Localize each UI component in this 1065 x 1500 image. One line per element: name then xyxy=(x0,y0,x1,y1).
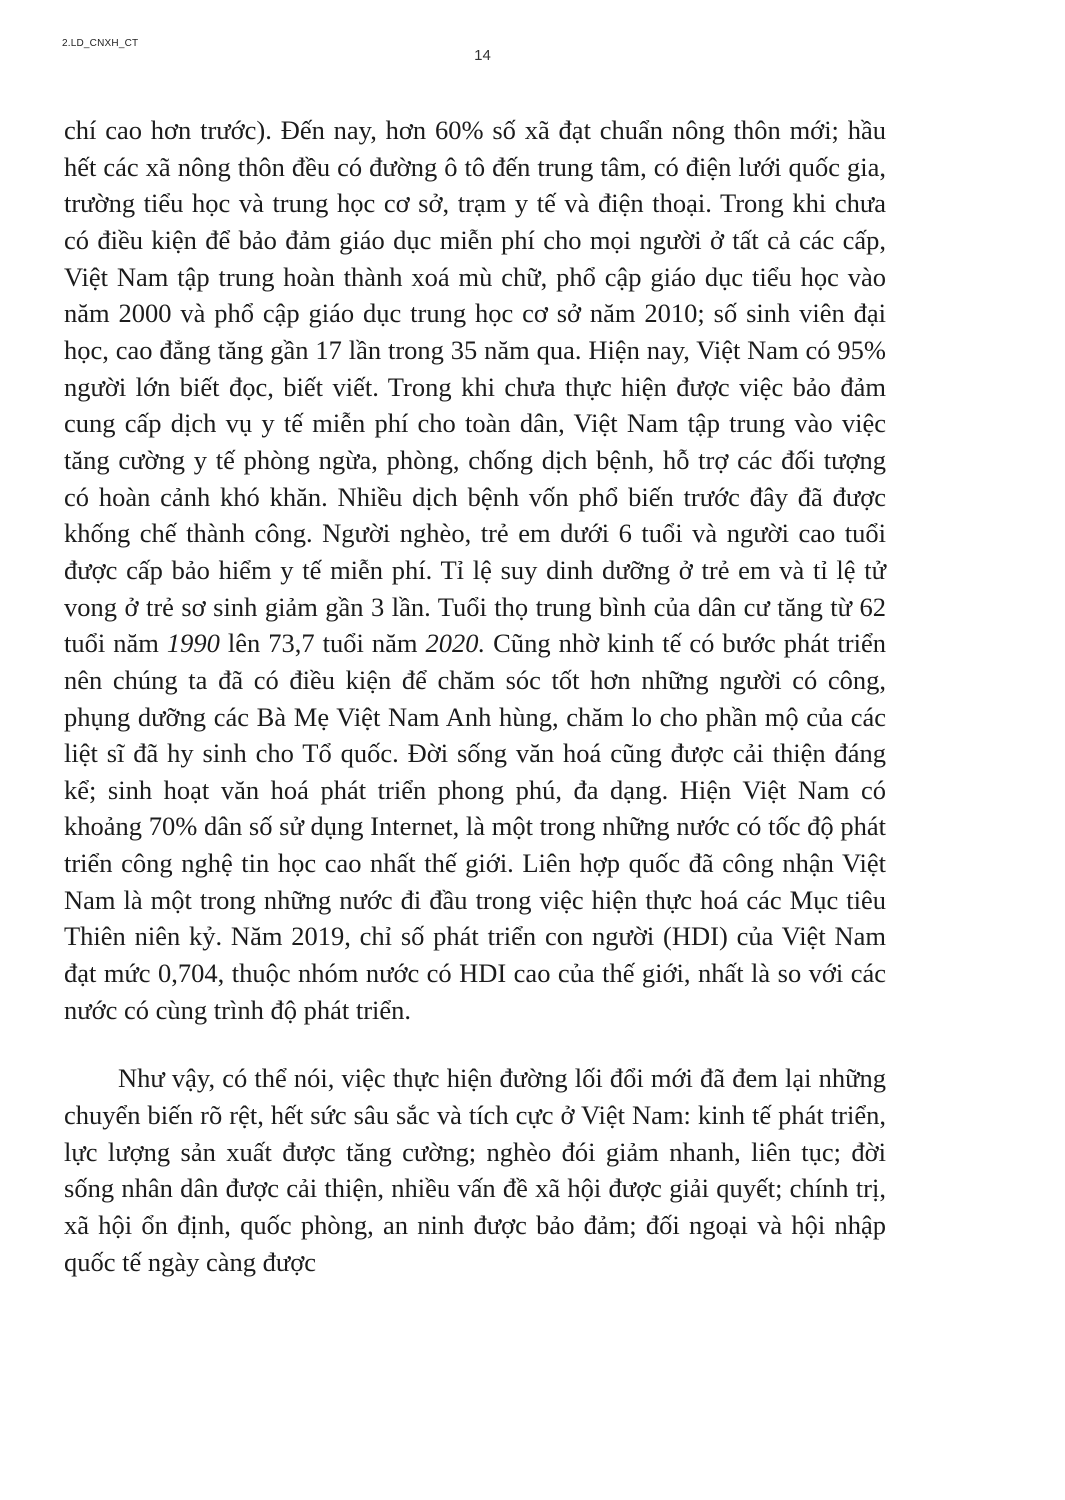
year-2020: 2020. xyxy=(425,628,486,659)
paragraph-1-part-3: Cũng nhờ kinh tế có bước phát triển nên chúng ta đã có điều kiện để chăm sóc tốt hơn những người có công, phụng dưỡng các Bà Mẹ Việt Nam Anh hùng, chăm lo cho phần mộ của các liệt sĩ đã hy sinh cho Tổ quốc. Đời sống văn hoá cũng được cải thiện đáng kể; sinh hoạt văn hoá phát triển phong phú, đa dạng. Hiện Việt Nam có khoảng 70% dân số sử dụng Internet, là một trong những nước có tốc độ phát triển công nghệ tin học cao nhất thế giới. Liên hợp quốc đã công nhận Việt Nam là một trong những nước đi đầu trong việc hiện thực hoá các Mục tiêu Thiên niên kỷ. Năm 2019, chỉ số phát triển con người (HDI) của Việt Nam đạt mức 0,704, thuộc nhóm nước có HDI cao của thế giới, nhất là so với các nước có cùng trình độ phát triển. xyxy=(64,628,886,1025)
page-number: 14 xyxy=(474,47,491,64)
document-code: 2.LD_CNXH_CT xyxy=(62,38,139,49)
paragraph-1-part-2: lên 73,7 tuổi năm xyxy=(219,628,426,659)
year-1990: 1990 xyxy=(166,628,220,659)
paragraph-1 xyxy=(64,112,886,1028)
paragraph-2: Như vậy, có thể nói, việc thực hiện đường lối đổi mới đã đem lại những chuyển biến rõ rệt, hết sức sâu sắc và tích cực ở Việt Nam: kinh tế phát triển, lực lượng sản xuất được tăng cường; nghèo đói giảm nhanh, liên tục; đời sống nhân dân được cải thiện, nhiều vấn đề xã hội được giải quyết; chính trị, xã hội ổn định, quốc phòng, an ninh được bảo đảm; đối ngoại và hội nhập quốc tế ngày càng được xyxy=(64,1063,886,1277)
paragraph-1-part-1: chí cao hơn trước). Đến nay, hơn 60% số xã đạt chuẩn nông thôn mới; hầu hết các xã nông thôn đều có đường ô tô đến trung tâm, có điện lưới quốc gia, trường tiểu học và trung học cơ sở, trạm y tế và điện thoại. Trong khi chưa có điều kiện để bảo đảm giáo dục miễn phí cho mọi người ở tất cả các cấp, Việt Nam tập trung hoàn thành xoá mù chữ, phổ cập giáo dục tiểu học vào năm 2000 và phổ cập giáo dục trung học cơ sở năm 2010; số sinh viên đại học, cao đẳng tăng gần 17 lần trong 35 năm qua. Hiện nay, Việt Nam có 95% người lớn biết đọc, biết viết. Trong khi chưa thực hiện được việc bảo đảm cung cấp dịch vụ y tế miễn phí cho toàn dân, Việt Nam tập trung vào việc tăng cường y tế phòng ngừa, phòng, chống dịch bệnh, hỗ trợ các đối tượng có hoàn cảnh khó khăn. Nhiều dịch bệnh vốn phổ biến trước đây đã được khống chế thành công. Người nghèo, trẻ em dưới 6 tuổi và người cao tuổi được cấp bảo hiểm y tế miễn phí. Tỉ lệ suy dinh dưỡng ở trẻ em và tỉ lệ tử vong ở trẻ sơ sinh giảm gần 3 lần. Tuổi thọ trung bình của dân cư tăng từ 62 tuổi năm xyxy=(64,115,886,659)
body-text xyxy=(64,112,886,1280)
